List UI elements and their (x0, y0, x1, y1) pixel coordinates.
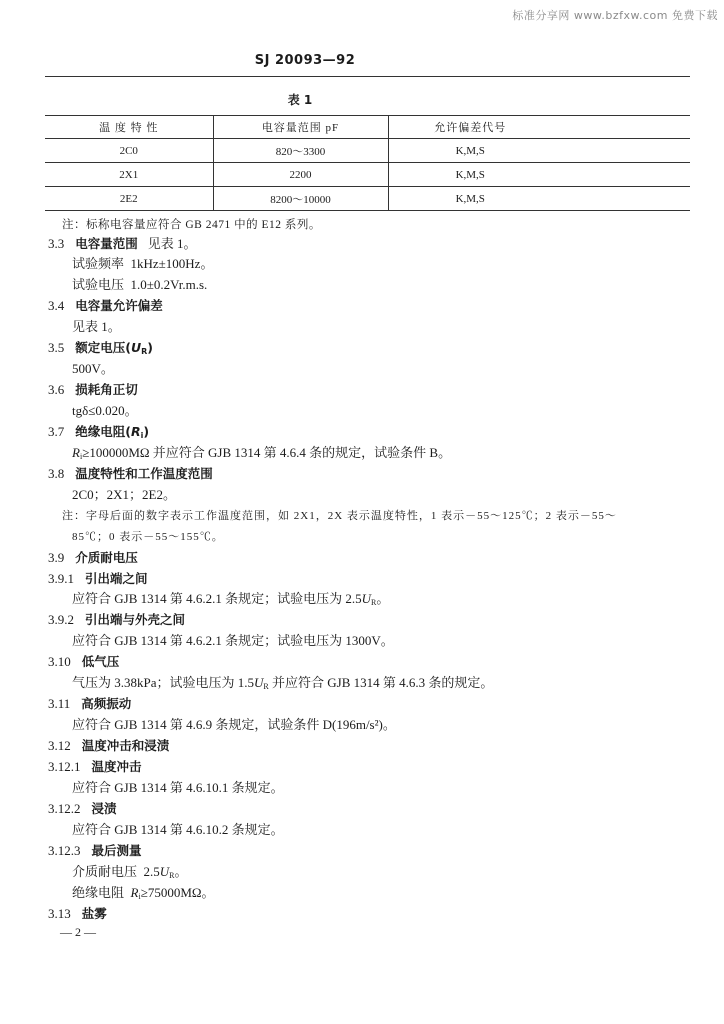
clause-3-12-heading (48, 736, 710, 757)
clause-3-10-heading (48, 652, 710, 673)
clause-3-9-heading (48, 548, 710, 569)
watermark: 标准分享网 www.bzfxw.com 免费下载 (512, 9, 718, 22)
table-note: 注：标称电容量应符合 GB 2471 中的 E12 系列。 (62, 219, 321, 231)
body-text: 并应符合 GJB 1314 第 4.6.3 条的规定。 (268, 675, 494, 691)
column-header-temperature-characteristic: 温 度 特 性 (45, 116, 213, 139)
table-1 (45, 115, 690, 211)
clause-title: 引出端与外壳之间 (85, 612, 186, 628)
clause-3-11-heading (48, 694, 710, 715)
body-text: ≥75000MΩ。 (140, 884, 215, 900)
final-measurement-withstand-voltage (48, 862, 710, 883)
table-cell: 8200～10000 (213, 187, 388, 211)
column-header-tolerance-code: 允许偏差代号 (388, 116, 690, 139)
clause-3-6-heading (48, 380, 710, 401)
table-cell: 2E2 (45, 187, 213, 211)
clause-title (75, 340, 153, 355)
clause-3-12-2-body: 应符合 GJB 1314 第 4.6.10.2 条规定。 (72, 821, 284, 837)
body-text: ≥100000MΩ 并应符合 GJB 1314 第 4.6.4 条的规定，试验条件 B。 (82, 444, 452, 460)
clause-3-10-body (48, 673, 710, 694)
table-cell: 820～3300 (213, 139, 388, 163)
table-cell: K,M,S (388, 139, 690, 163)
clause-3-9-1-body (48, 589, 710, 610)
clause-3-5-body: 500V。 (72, 361, 114, 377)
clause-3-4-body: 见表 1。 (72, 319, 121, 335)
clause-3-5-heading (48, 338, 710, 359)
clause-number: 3.9.2 (48, 612, 74, 628)
body-text: 气压为 3.38kPa；试验电压为 1.5 (72, 675, 255, 691)
subscript-i: i (140, 430, 144, 440)
subscript-r: R (169, 870, 175, 880)
subscript-r: R (263, 682, 269, 692)
final-measurement-insulation-resistance (48, 883, 710, 904)
clause-number: 3.12.3 (48, 842, 81, 858)
clause-3-8-note-line-1: 注：字母后面的数字表示工作温度范围，如 2X1，2X 表示温度特性，1 表示－55～125℃；2 表示－55～ (62, 509, 617, 522)
clause-title: 引出端之间 (85, 570, 148, 586)
clause-3-8-heading (48, 464, 710, 485)
clause-title: 浸渍 (91, 800, 117, 816)
title-text: 额定电压( (75, 340, 131, 356)
clause-number: 3.7 (48, 423, 65, 439)
clause-number: 3.4 (48, 298, 65, 314)
clause-3-9-1-heading (48, 569, 710, 590)
clause-number: 3.13 (48, 905, 71, 921)
table-cell: K,M,S (388, 187, 690, 211)
clause-3-12-1-body: 应符合 GJB 1314 第 4.6.10.1 条规定。 (72, 779, 284, 795)
clause-title: 温度冲击 (91, 758, 142, 774)
clause-3-12-1-heading (48, 757, 710, 778)
symbol-u: U (254, 675, 264, 691)
test-voltage: 试验电压 1.0±0.2Vr.m.s. (72, 277, 208, 293)
body-text: 应符合 GJB 1314 第 4.6.2.1 条规定；试验电压为 2.5 (72, 591, 362, 607)
column-header-capacitance-range: 电容量范围 pF (213, 116, 388, 139)
clauses (48, 234, 710, 925)
clause-3-9-2-heading (48, 610, 710, 631)
clause-3-3-heading (48, 234, 710, 255)
title-text: 绝缘电阻( (75, 423, 131, 439)
table-caption: 表 1 (287, 93, 313, 107)
clause-number: 3.12.1 (48, 758, 81, 774)
clause-title: 损耗角正切 (75, 382, 138, 398)
clause-3-8-body: 2C0；2X1；2E2。 (72, 486, 177, 502)
clause-3-13-heading (48, 904, 710, 925)
title-text: ) (147, 340, 154, 356)
body-text: 。 (376, 591, 390, 607)
clause-number: 3.9.1 (48, 570, 74, 586)
body-text: 。 (174, 863, 188, 879)
body-text: 介质耐电压 2.5 (72, 863, 160, 879)
clause-3-7-heading (48, 422, 710, 443)
page-number: — 2 — (60, 925, 96, 939)
subscript-i: i (138, 891, 141, 901)
symbol-u: U (361, 591, 372, 607)
clause-title: 介质耐电压 (75, 549, 138, 565)
body-text: 绝缘电阻 (72, 884, 131, 900)
clause-number: 3.6 (48, 382, 65, 398)
subscript-r: R (371, 598, 377, 608)
clause-number: 3.5 (48, 340, 65, 356)
clause-number: 3.12.2 (48, 800, 81, 816)
clause-title: 高频振动 (81, 696, 132, 712)
clause-number: 3.9 (48, 549, 65, 565)
subscript-r: R (141, 347, 148, 357)
clause-3-8-note-line-2: 85℃；0 表示－55～155℃。 (72, 530, 224, 543)
clause-number: 3.10 (48, 654, 71, 670)
table-cell: K,M,S (388, 163, 690, 187)
clause-title: 温度冲击和浸渍 (81, 738, 170, 753)
clause-title: 电容量允许偏差 (75, 298, 163, 314)
symbol-r: R (130, 423, 141, 439)
clause-title (75, 424, 149, 439)
subscript-i: i (79, 451, 83, 461)
test-frequency: 试验频率 1kHz±100Hz。 (72, 256, 214, 272)
symbol-u: U (130, 340, 142, 356)
clause-3-11-body: 应符合 GJB 1314 第 4.6.9 条规定，试验条件 D(196m/s²)。 (72, 717, 396, 733)
header-rule (45, 76, 690, 77)
clause-number: 3.8 (48, 465, 65, 481)
clause-number: 3.3 (48, 235, 65, 251)
clause-title: 温度特性和工作温度范围 (75, 465, 213, 481)
symbol-r: R (130, 884, 139, 900)
table-row (45, 163, 690, 187)
clause-3-7-body (48, 443, 710, 464)
title-text: ) (143, 423, 150, 439)
symbol-r: R (72, 444, 80, 460)
table-row (45, 187, 690, 211)
symbol-u: U (159, 863, 170, 879)
clause-number: 3.11 (48, 696, 71, 712)
clause-text: 见表 1。 (147, 235, 197, 251)
clause-title: 电容量范围 (75, 235, 138, 251)
table-cell: 2X1 (45, 163, 213, 187)
clause-3-9-2-body: 应符合 GJB 1314 第 4.6.2.1 条规定；试验电压为 1300V。 (72, 633, 394, 649)
clause-3-12-3-heading (48, 841, 710, 862)
clause-3-4-heading (48, 296, 710, 317)
clause-title: 盐雾 (81, 905, 107, 921)
clause-title: 最后测量 (91, 842, 142, 858)
clause-3-12-2-heading (48, 799, 710, 820)
table-cell: 2200 (213, 163, 388, 187)
document-number: SJ 20093—92 (254, 53, 356, 68)
clause-3-6-body: tgδ≤0.020。 (72, 403, 138, 418)
table-header-row (45, 116, 690, 139)
table-cell: 2C0 (45, 139, 213, 163)
clause-number: 3.12 (48, 738, 71, 753)
clause-title: 低气压 (81, 654, 120, 670)
table-row (45, 139, 690, 163)
